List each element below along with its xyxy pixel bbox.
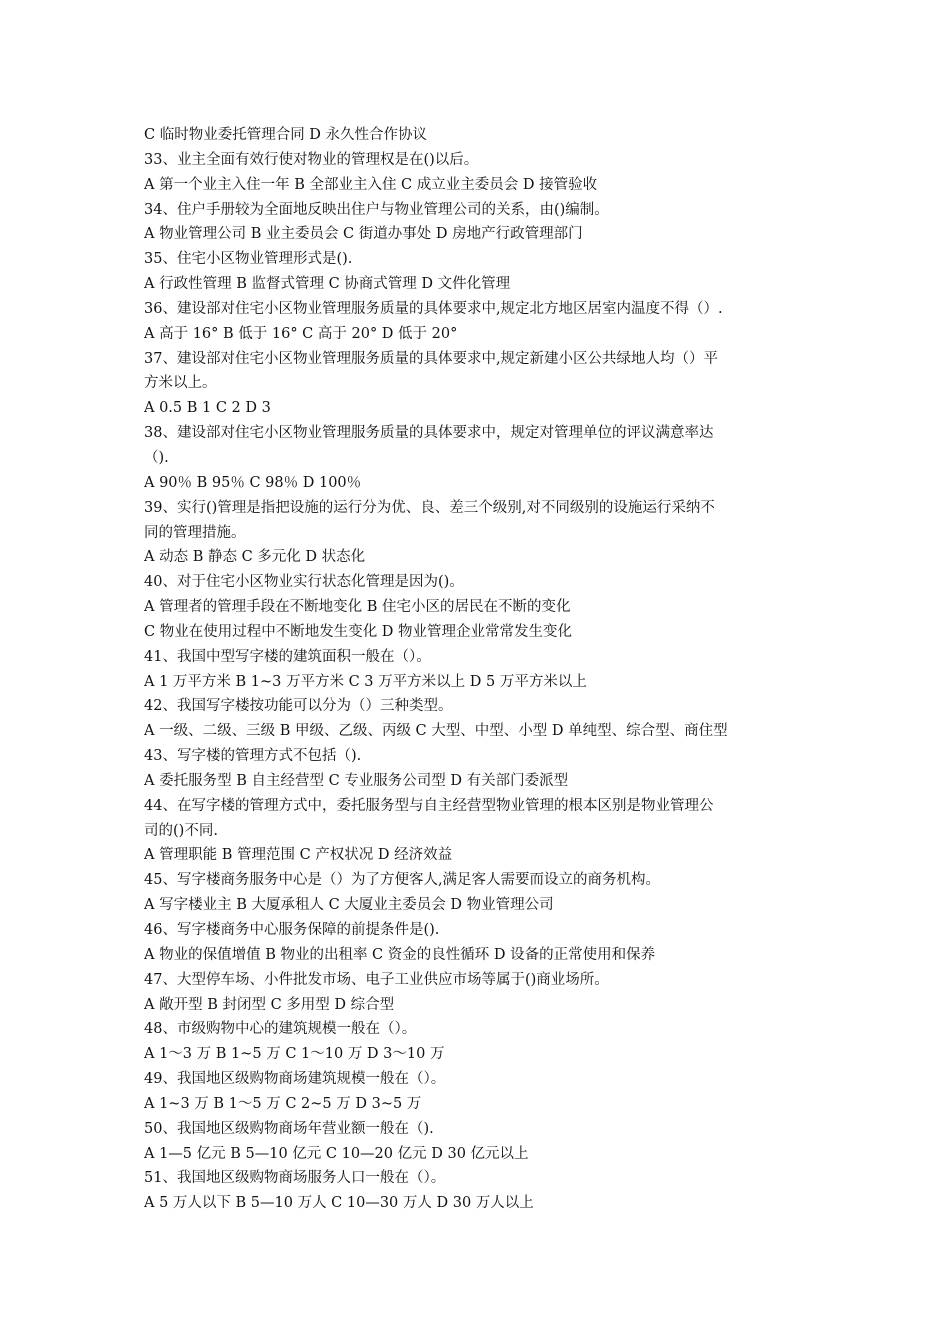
- options-45: A 写字楼业主 B 大厦承租人 C 大厦业主委员会 D 物业管理公司: [144, 897, 554, 914]
- options-37: A 0.5 B 1 C 2 D 3: [144, 400, 271, 417]
- options-35: A 行政性管理 B 监督式管理 C 协商式管理 D 文件化管理: [144, 276, 511, 293]
- question-37-cont: 方米以上。: [144, 375, 217, 392]
- options-34: A 物业管理公司 B 业主委员会 C 街道办事处 D 房地产行政管理部门: [144, 226, 583, 243]
- question-37: 37、建设部对住宅小区物业管理服务质量的具体要求中,规定新建小区公共绿地人均（）平: [144, 350, 719, 367]
- question-36: 36、建设部对住宅小区物业管理服务质量的具体要求中,规定北方地区居室内温度不得（）.: [144, 300, 723, 317]
- options-44: A 管理职能 B 管理范围 C 产权状况 D 经济效益: [144, 847, 453, 864]
- options-51: A 5 万人以下 B 5—10 万人 C 10—30 万人 D 30 万人以上: [144, 1195, 534, 1212]
- options-43: A 委托服务型 B 自主经营型 C 专业服务公司型 D 有关部门委派型: [144, 772, 569, 789]
- question-40: 40、对于住宅小区物业实行状态化管理是因为()。: [144, 574, 464, 591]
- question-47: 47、大型停车场、小件批发市场、电子工业供应市场等属于()商业场所。: [144, 971, 609, 988]
- question-44: 44、在写字楼的管理方式中，委托服务型与自主经营型物业管理的根本区别是物业管理公: [144, 797, 714, 814]
- options-39: A 动态 B 静态 C 多元化 D 状态化: [144, 549, 366, 566]
- text-line: C 临时物业委托管理合同 D 永久性合作协议: [144, 127, 428, 143]
- question-39-cont: 同的管理措施。: [144, 524, 246, 541]
- question-46: 46、写字楼商务中心服务保障的前提条件是().: [144, 922, 440, 938]
- question-34: 34、住户手册较为全面地反映出住户与物业管理公司的关系，由()编制。: [144, 201, 609, 218]
- options-38: A 90％ B 95％ C 98％ D 100％: [144, 474, 362, 491]
- question-45: 45、写字楼商务服务中心是（）为了方便客人,满足客人需要而设立的商务机构。: [144, 872, 661, 889]
- question-33: 33、业主全面有效行使对物业的管理权是在()以后。: [144, 151, 479, 168]
- question-50: 50、我国地区级购物商场年营业额一般在（).: [144, 1120, 434, 1137]
- question-38: 38、建设部对住宅小区物业管理服务质量的具体要求中，规定对管理单位的评议满意率达: [144, 425, 714, 442]
- question-44-cont: 司的()不同.: [144, 822, 218, 839]
- options-33: A 第一个业主入住一年 B 全部业主入住 C 成立业主委员会 D 接管验收: [144, 176, 598, 193]
- question-38-cont: （).: [144, 449, 169, 466]
- options-36: A 高于 16° B 低于 16° C 高于 20° D 低于 20°: [144, 325, 458, 342]
- question-42: 42、我国写字楼按功能可以分为（）三种类型。: [144, 698, 453, 715]
- options-49: A 1~3 万 B 1～5 万 C 2~5 万 D 3~5 万: [144, 1095, 422, 1112]
- question-48: 48、市级购物中心的建筑规模一般在（）。: [144, 1021, 417, 1038]
- options-46: A 物业的保值增值 B 物业的出租率 C 资金的良性循环 D 设备的正常使用和保养: [144, 946, 656, 963]
- document-page: [144, 123, 812, 1216]
- question-35: 35、住宅小区物业管理形式是().: [144, 251, 353, 268]
- options-40-cont: C 物业在使用过程中不断地发生变化 D 物业管理企业常常发生变化: [144, 623, 573, 640]
- question-49: 49、我国地区级购物商场建筑规模一般在（）。: [144, 1071, 446, 1088]
- question-51: 51、我国地区级购物商场服务人口一般在（）。: [144, 1170, 446, 1187]
- question-41: 41、我国中型写字楼的建筑面积一般在（）。: [144, 648, 431, 665]
- options-40: A 管理者的管理手段在不断地变化 B 住宅小区的居民在不断的变化: [144, 599, 571, 616]
- question-39: 39、实行()管理是指把设施的运行分为优、良、差三个级别,对不同级别的设施运行采纳不: [144, 499, 715, 516]
- options-41: A 1 万平方米 B 1~3 万平方米 C 3 万平方米以上 D 5 万平方米以上: [144, 673, 587, 690]
- options-48: A 1～3 万 B 1~5 万 C 1～10 万 D 3～10 万: [144, 1046, 445, 1063]
- options-47: A 敞开型 B 封闭型 C 多用型 D 综合型: [144, 996, 395, 1013]
- options-50: A 1—5 亿元 B 5—10 亿元 C 10—20 亿元 D 30 亿元以上: [144, 1145, 529, 1162]
- options-42: A 一级、二级、三级 B 甲级、乙级、丙级 C 大型、中型、小型 D 单纯型、综合型、商住型: [144, 723, 728, 740]
- question-43: 43、写字楼的管理方式不包括（).: [144, 748, 362, 765]
